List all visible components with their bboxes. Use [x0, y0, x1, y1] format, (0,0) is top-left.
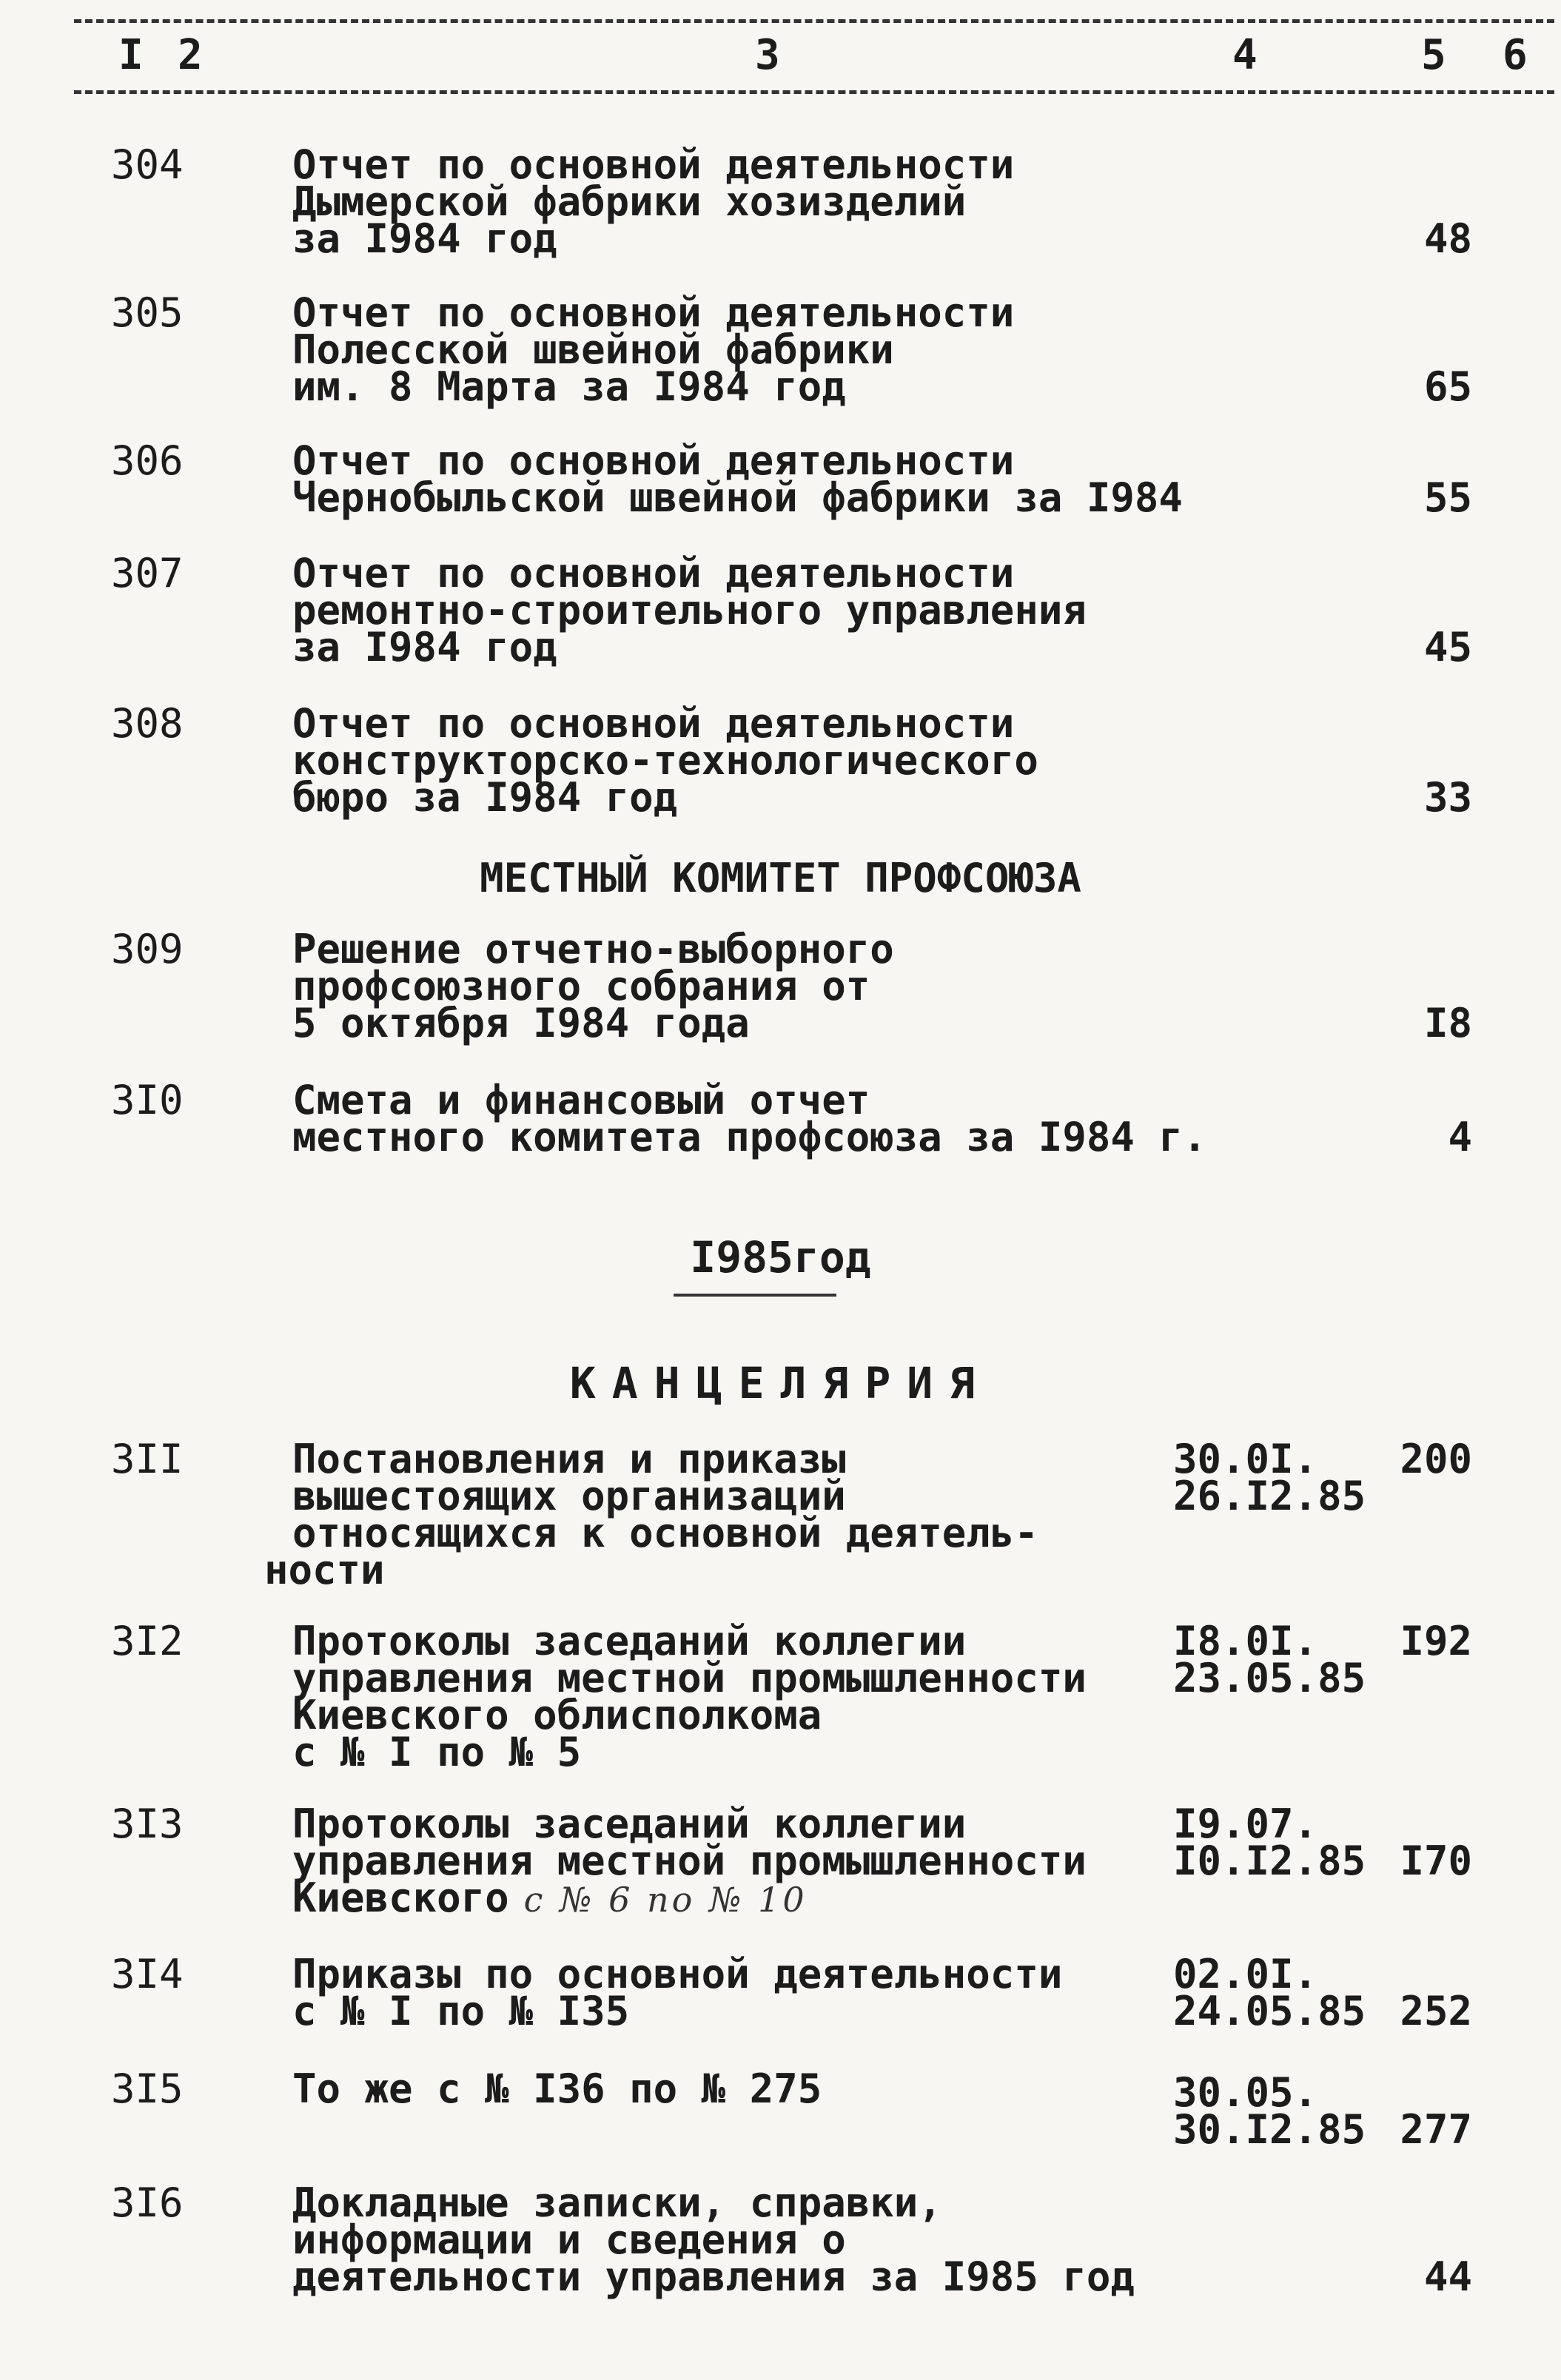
handwritten-note: с № 6 по № 10 — [523, 1880, 808, 1920]
sheet-count: I92 — [1400, 1618, 1472, 1664]
col-5-label: 5 — [1421, 31, 1446, 79]
col-6-label: 6 — [1503, 31, 1528, 79]
section-heading-kanc: КАНЦЕЛЯРИЯ — [569, 1358, 992, 1408]
date-range: 30.05. 30.I2.85 — [1173, 2069, 1366, 2153]
sheet-count: 44 — [1423, 2253, 1472, 2300]
sheet-count: 252 — [1400, 1988, 1472, 2034]
sheet-count: 45 — [1423, 624, 1472, 670]
entry-number: 3II — [111, 1436, 184, 1482]
entry-number: 306 — [111, 437, 184, 484]
entry-title: Постановления и приказы вышестоящих организаций относящихся к основной деятель- ности — [264, 1436, 1038, 1593]
entry-number: 307 — [111, 550, 184, 596]
col-3-label: 3 — [755, 31, 780, 79]
header-rule-top — [74, 19, 1554, 23]
entry-title: Протоколы заседаний коллегии управления местной промышленности Киевского облисполкома с № I по № 5 — [292, 1618, 1087, 1775]
year-underline — [674, 1294, 836, 1297]
date-range: 30.0I. 26.I2.85 — [1173, 1436, 1366, 1519]
sheet-count: I8 — [1423, 1000, 1472, 1046]
entry-number: 3I6 — [111, 2179, 184, 2226]
header-rule-bottom — [74, 90, 1554, 94]
entry-title: Отчет по основной деятельности Чернобыльской швейной фабрики за I984 — [292, 437, 1183, 521]
entry-number: 3I5 — [111, 2065, 184, 2112]
entry-title: Протоколы заседаний коллегии управления местной промышленности Киевского с № 6 по № 10 — [292, 1801, 1087, 1921]
sheet-count: 4 — [1448, 1114, 1472, 1160]
entry-number: 304 — [111, 141, 184, 188]
date-range: 02.0I. 24.05.85 — [1173, 1951, 1366, 2034]
sheet-count: 65 — [1423, 363, 1472, 410]
col-4-label: 4 — [1232, 31, 1258, 79]
col-1-label: I — [118, 31, 144, 79]
entry-title: Отчет по основной деятельности Дымерской фабрики хозизделий за I984 год — [292, 141, 1015, 262]
entry-title: Отчет по основной деятельности конструкторско-технологического бюро за I984 год — [292, 700, 1038, 821]
entry-title: Отчет по основной деятельности ремонтно-строительного управления за I984 год — [292, 550, 1087, 670]
entry-number: 308 — [111, 700, 184, 747]
entry-number: 3I3 — [111, 1801, 184, 1847]
entry-title: Отчет по основной деятельности Полесской швейной фабрики им. 8 Марта за I984 год — [292, 289, 1015, 410]
sheet-count: I70 — [1400, 1838, 1472, 1884]
year-heading: I985год — [690, 1232, 871, 1283]
sheet-count: 48 — [1423, 215, 1472, 262]
entry-title: То же с № I36 по № 275 — [292, 2065, 822, 2112]
entry-number: 3I4 — [111, 1951, 184, 1997]
entry-number: 309 — [111, 926, 184, 972]
entry-title: Решение отчетно-выборного профсоюзного собрания от 5 октября I984 года — [292, 926, 894, 1046]
sheet-count: 200 — [1400, 1436, 1472, 1482]
entry-number: 3I2 — [111, 1618, 184, 1664]
entry-number: 3I0 — [111, 1077, 184, 1123]
entry-title: Приказы по основной деятельности с № I по № I35 — [292, 1951, 1063, 2034]
date-range: I9.07. I0.I2.85 — [1173, 1801, 1366, 1884]
sheet-count: 33 — [1423, 774, 1472, 821]
section-heading-mestkom: МЕСТНЫЙ КОМИТЕТ ПРОФСОЮЗА — [480, 855, 1081, 901]
entry-title: Докладные записки, справки, информации и сведения о деятельности управления за I985 год — [292, 2179, 1135, 2300]
date-range: I8.0I. 23.05.85 — [1173, 1618, 1366, 1701]
column-header — [0, 0, 1561, 104]
sheet-count: 55 — [1423, 474, 1472, 521]
entry-number: 305 — [111, 289, 184, 336]
entry-title: Смета и финансовый отчет местного комитета профсоюза за I984 г. — [292, 1077, 1207, 1160]
sheet-count: 277 — [1400, 2106, 1472, 2153]
col-2-label: 2 — [178, 31, 203, 79]
